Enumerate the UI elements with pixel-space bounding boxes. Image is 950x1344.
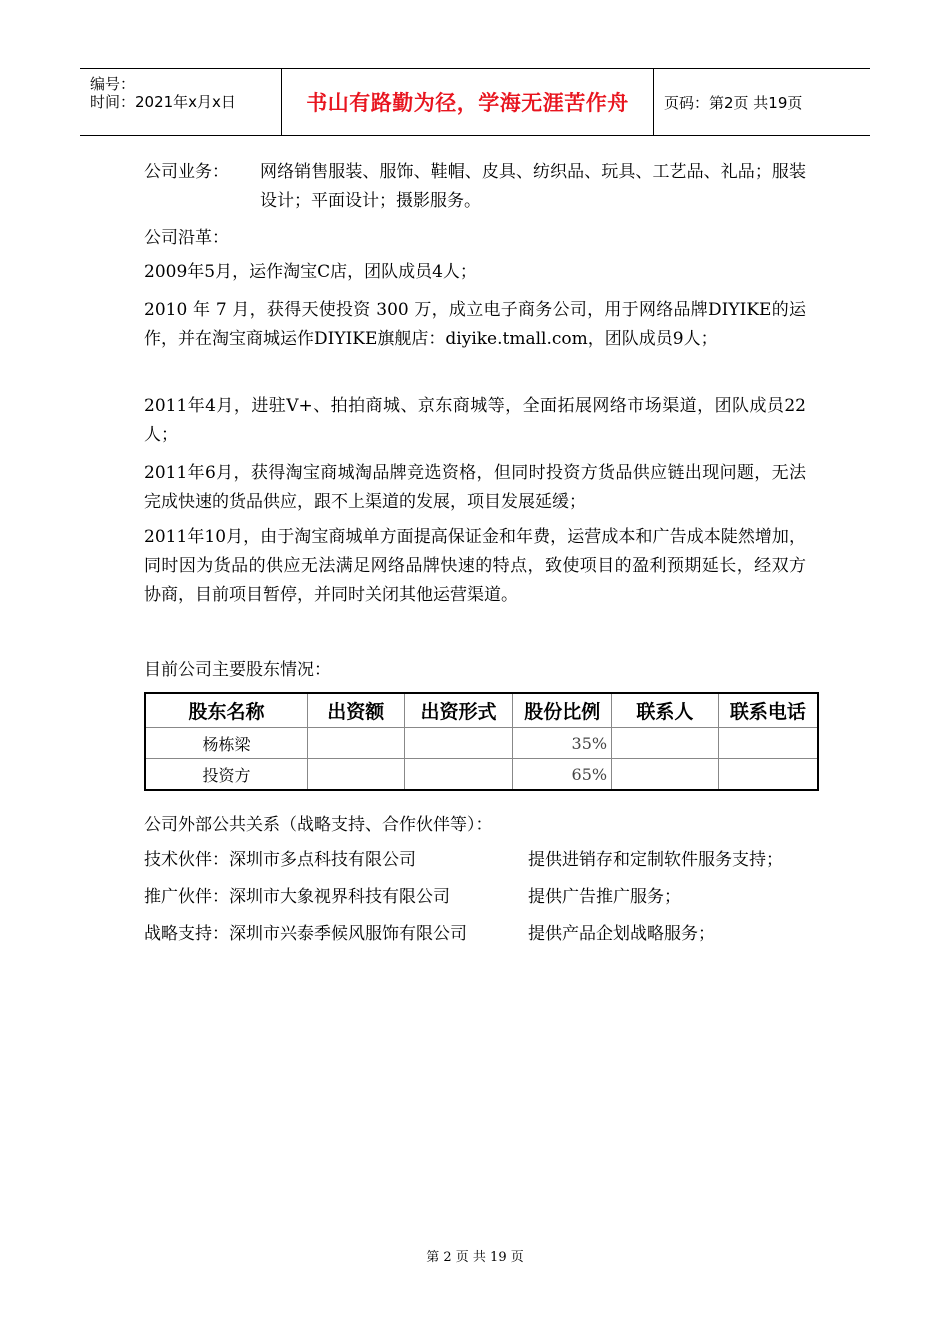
partner-service: 提供进销存和定制软件服务支持； xyxy=(528,850,783,870)
history-item: 2009年5月，运作淘宝C店，团队成员4人； xyxy=(144,262,477,282)
column-header: 联系人 xyxy=(612,693,719,728)
shareholder-contact xyxy=(612,728,719,759)
shareholders-title: 目前公司主要股东情况： xyxy=(144,660,331,680)
partner-name: 推广伙伴：深圳市大象视界科技有限公司 xyxy=(144,887,450,907)
column-header: 联系电话 xyxy=(718,693,818,728)
table-row xyxy=(145,728,818,759)
column-header: 股东名称 xyxy=(145,693,307,728)
shareholder-form xyxy=(404,759,513,791)
business-text: 网络销售服装、服饰、鞋帽、皮具、纺织品、玩具、工艺品、礼品；服装设计；平面设计；摄影服务。 xyxy=(260,162,806,211)
shareholder-amount xyxy=(307,728,404,759)
partner-service: 提供广告推广服务； xyxy=(528,887,681,907)
header-meta xyxy=(80,69,282,135)
history-label: 公司沿革： xyxy=(144,228,229,248)
shareholder-form xyxy=(404,728,513,759)
table-row xyxy=(145,759,818,791)
shareholder-ratio: 35% xyxy=(513,728,612,759)
header-motto-cell xyxy=(282,69,654,135)
shareholder-name: 杨栋梁 xyxy=(145,728,307,759)
shareholder-ratio: 65% xyxy=(513,759,612,791)
column-header: 股份比例 xyxy=(513,693,612,728)
column-header: 出资额 xyxy=(307,693,404,728)
history-item: 2011年6月，获得淘宝商城淘品牌竞选资格，但同时投资方货品供应链出现问题，无法完成快速的货品供应，跟不上渠道的发展，项目发展延缓； xyxy=(144,463,806,512)
partner-name: 战略支持：深圳市兴泰季候风服饰有限公司 xyxy=(144,924,467,944)
shareholder-phone xyxy=(718,759,818,791)
partner-service: 提供产品企划战略服务； xyxy=(528,924,715,944)
header-page-info: 页码：第2页 共19页 xyxy=(664,93,803,112)
shareholder-contact xyxy=(612,759,719,791)
business-label: 公司业务： xyxy=(144,162,229,182)
history-item: 2011年10月，由于淘宝商城单方面提高保证金和年费，运营成本和广告成本陡然增加，同时因为货品的供应无法满足网络品牌快速的特点，致使项目的盈利预期延长，经双方协商，目前项目暂停，并同时关闭其他运营渠道。 xyxy=(144,527,806,605)
time-label: 时间：2021年x月x日 xyxy=(90,93,236,111)
page-header xyxy=(80,68,870,136)
shareholder-phone xyxy=(718,728,818,759)
number-label: 编号： xyxy=(90,75,136,93)
history-item: 2011年4月，进驻V+、拍拍商城、京东商城等，全面拓展网络市场渠道，团队成员22人； xyxy=(144,396,806,445)
column-header: 出资形式 xyxy=(404,693,513,728)
shareholder-name: 投资方 xyxy=(145,759,307,791)
shareholders-table xyxy=(144,692,819,791)
shareholder-amount xyxy=(307,759,404,791)
header-motto: 书山有路勤为径，学海无涯苦作舟 xyxy=(306,91,629,115)
table-header-row xyxy=(145,693,818,728)
history-item: 2010 年 7 月，获得天使投资 300 万，成立电子商务公司，用于网络品牌DIYIKE的运作，并在淘宝商城运作DIYIKE旗舰店：diyike.tmall.com，团队成员9人； xyxy=(144,300,806,349)
relations-title: 公司外部公共关系（战略支持、合作伙伴等）： xyxy=(144,815,493,835)
partner-name: 技术伙伴：深圳市多点科技有限公司 xyxy=(144,850,416,870)
page-footer: 第 2 页 共 19 页 xyxy=(426,1250,524,1265)
